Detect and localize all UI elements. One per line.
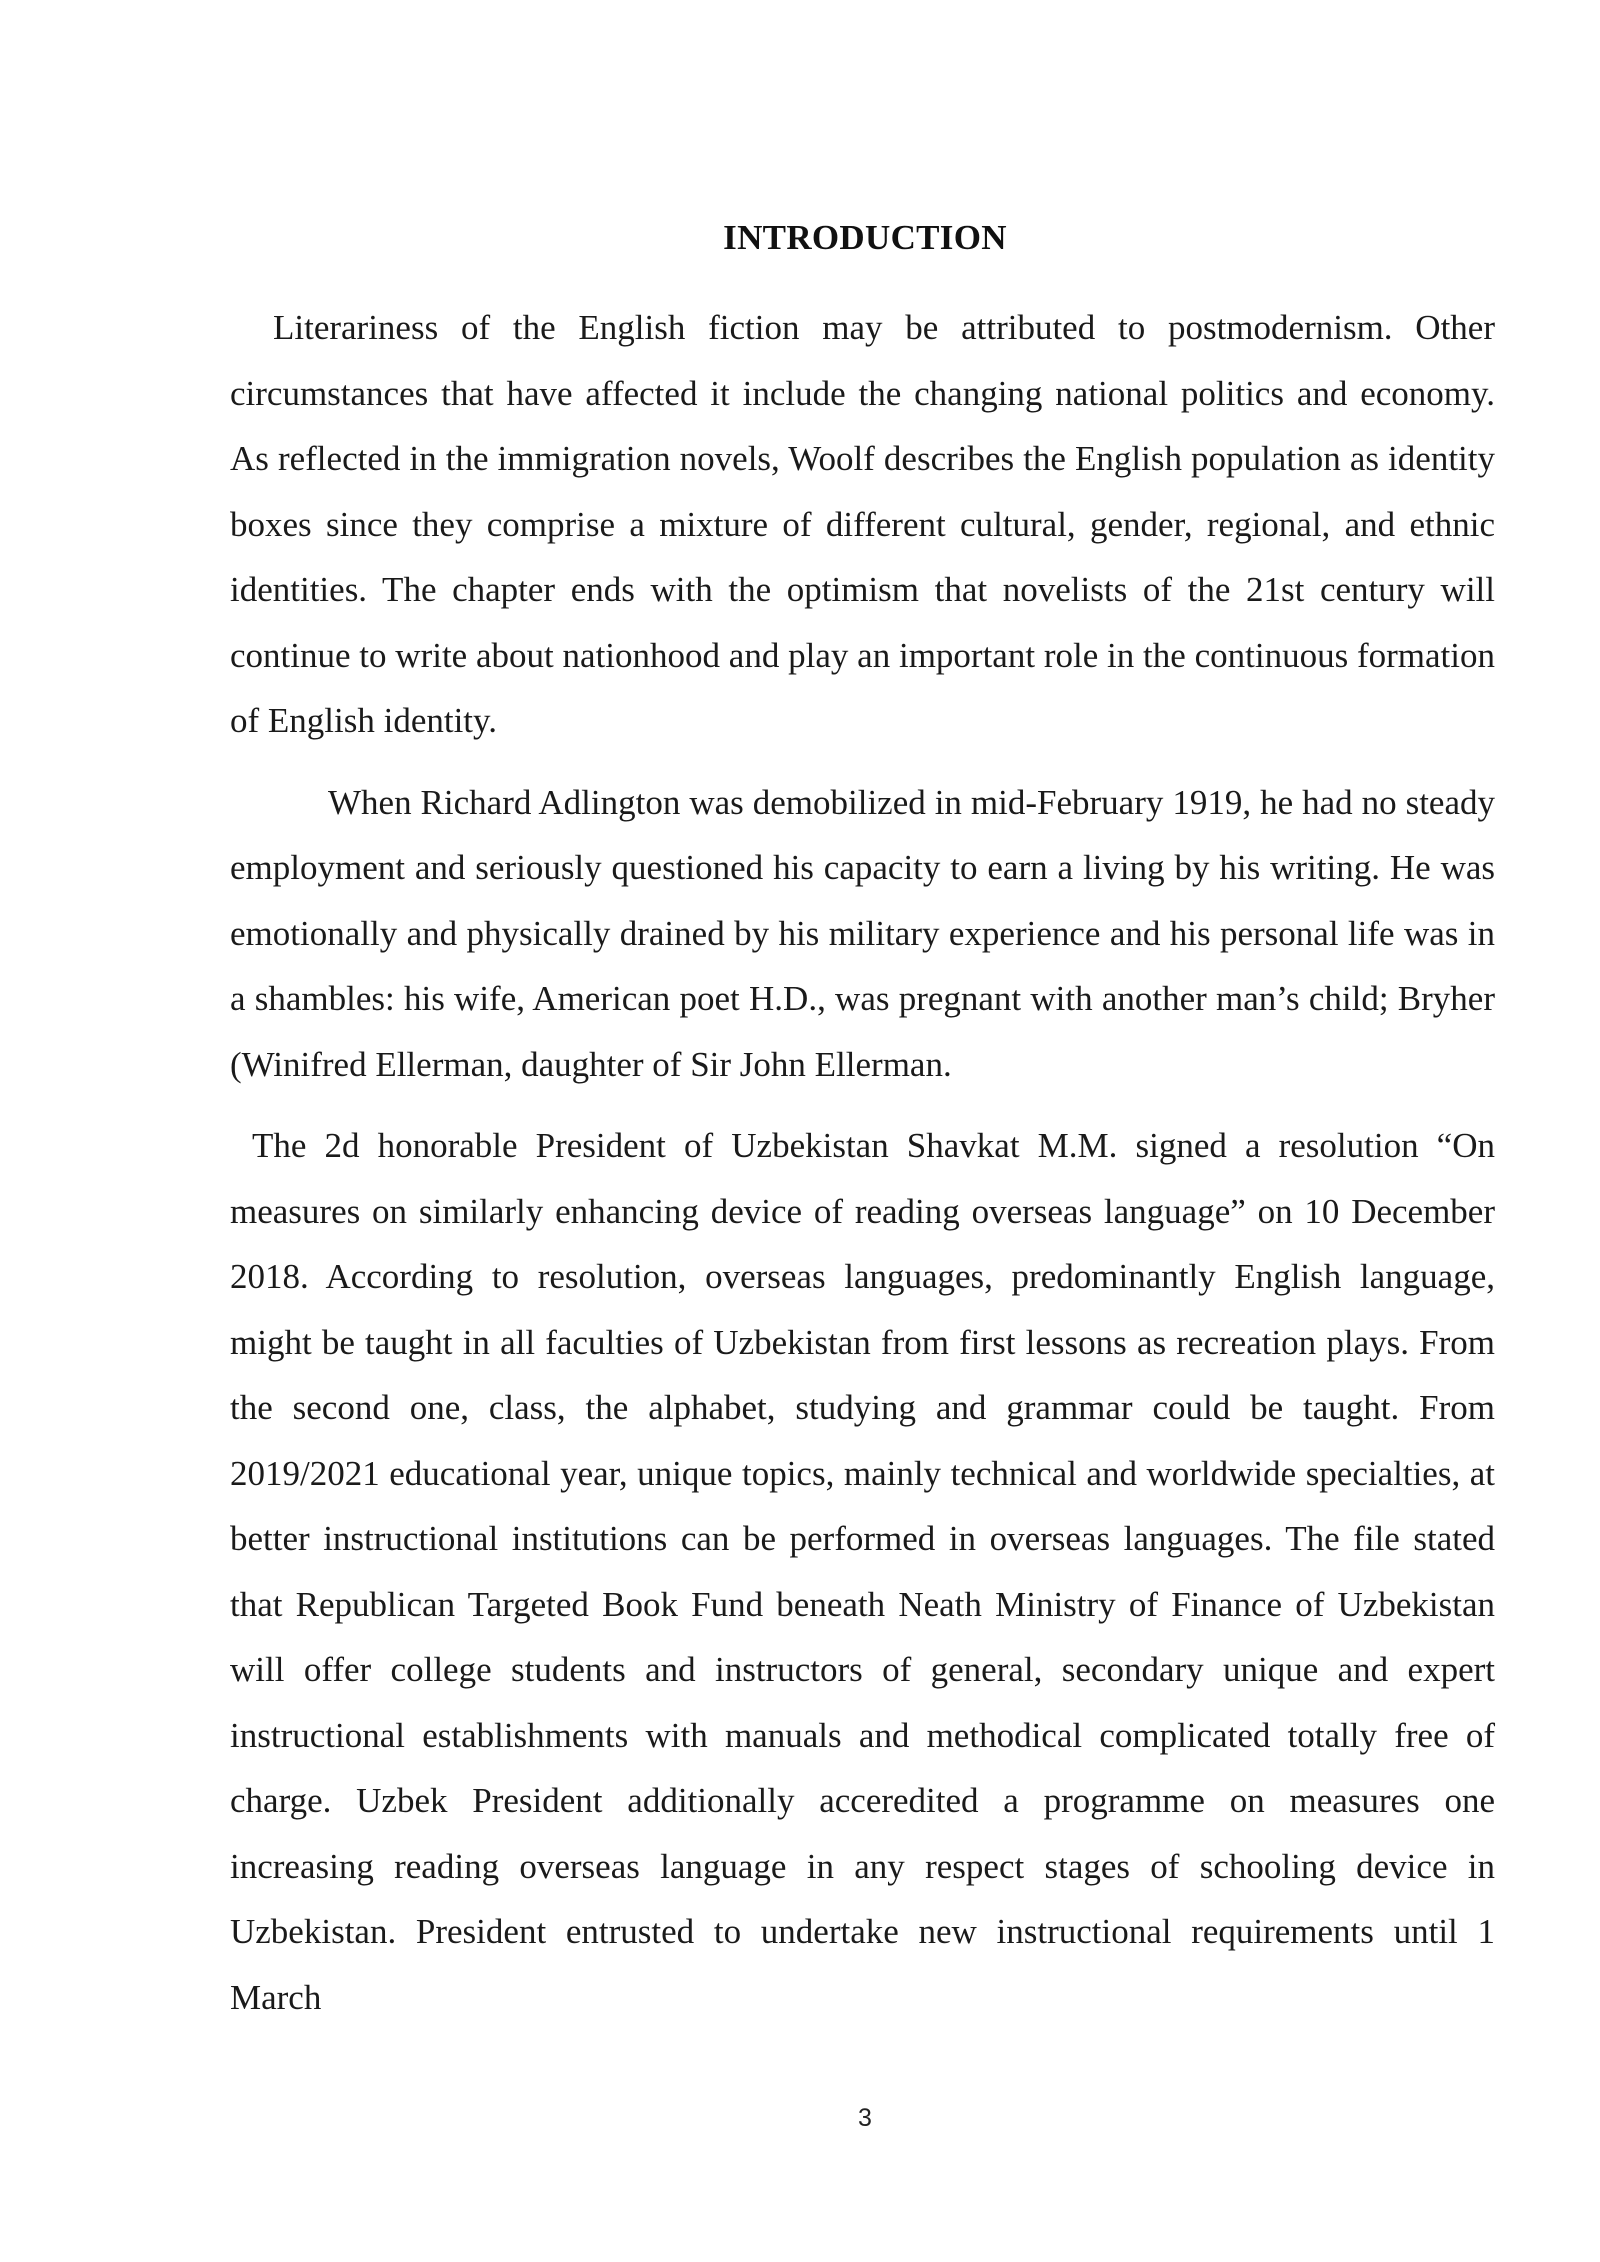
paragraph-3: The 2d honorable President of Uzbekistan Shavkat M.M. signed a resolution “On measures on similarly enhancing device of reading overseas language” on 10 December 2018. According to resolution, overseas languages, predominantly English language, might be taught in all faculties of Uzbekistan from first lessons as recreation plays. From the second one, class, the alphabet, studying and grammar could be taught. From 2019/2021 educational year, unique topics, mainly technical and worldwide specialties, at better instructional institutions can be performed in overseas languages. The file stated that Republican Targeted Book Fund beneath Neath Ministry of Finance of Uzbekistan will offer college students and instructors of general, secondary unique and expert instructional establishments with manuals and methodical complicated totally free of charge. Uzbek President additionally acceredited a programme on measures one increasing reading overseas language in any respect stages of schooling device in Uzbekistan. President entrusted to undertake new instructional requirements until 1 March — [230, 1126, 1495, 2017]
page-number: 3 — [858, 2104, 872, 2132]
paragraph-2: When Richard Adlington was demobilized in mid-February 1919, he had no steady employment and seriously questioned his capacity to earn a living by his writing. He was emotionally and physically drained by his military experience and his personal life was in a shambles: his wife, American poet H.D., was pregnant with another man’s child; Bryher (Winifred Ellerman, daughter of Sir John Ellerman. — [230, 782, 1495, 1084]
body-text — [230, 295, 1495, 2046]
paragraph-1: Literariness of the English fiction may be attributed to postmodernism. Other circumstances that have affected it include the changing national politics and economy. As reflected in the immigration novels, Woolf describes the English population as identity boxes since they comprise a mixture of different cultural, gender, regional, and ethnic identities. The chapter ends with the optimism that novelists of the 21st century will continue to write about nationhood and play an important role in the continuous formation of English identity. — [230, 308, 1495, 740]
page-title: INTRODUCTION — [723, 218, 1007, 257]
